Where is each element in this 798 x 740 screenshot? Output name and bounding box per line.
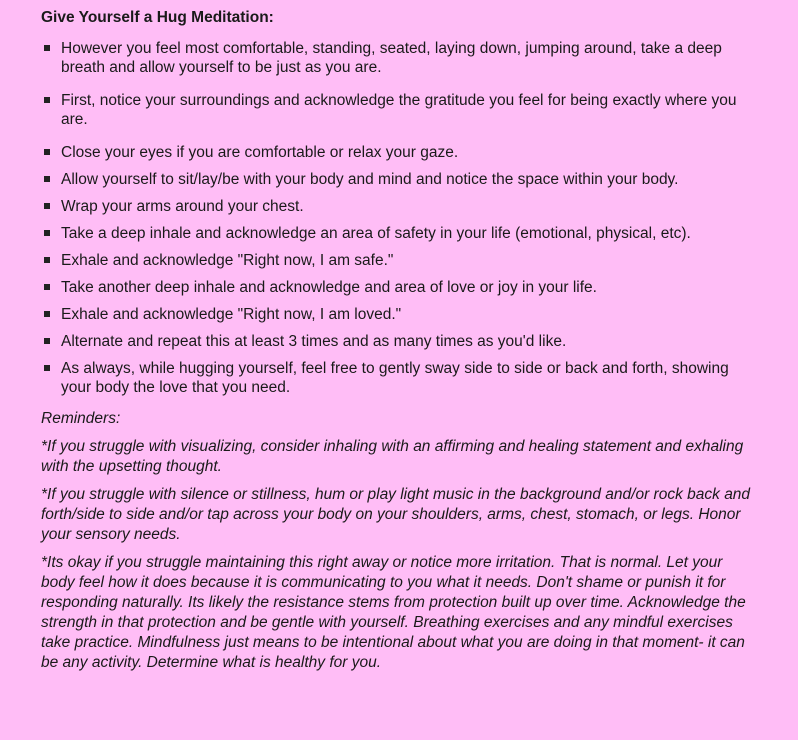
square-bullet-icon [44,257,50,263]
step-text: First, notice your surroundings and acknowledge the gratitude you feel for being exactly where you are. [61,92,737,128]
list-item [41,332,758,351]
step-text: As always, while hugging yourself, feel free to gently sway side to side or back and forth, showing your body the love that you need. [61,360,729,396]
square-bullet-icon [44,45,50,51]
square-bullet-icon [44,284,50,290]
step-text: Exhale and acknowledge "Right now, I am safe." [61,252,394,269]
step-text: Exhale and acknowledge "Right now, I am loved." [61,306,402,323]
list-item [41,224,758,243]
step-text: Allow yourself to sit/lay/be with your body and mind and notice the space within your body. [61,171,679,188]
list-item [41,170,758,189]
list-item [41,143,758,162]
step-text: Alternate and repeat this at least 3 times and as many times as you'd like. [61,333,567,350]
reminder-note: *If you struggle with visualizing, consider inhaling with an affirming and healing statement and exhaling with the upsetting thought. [41,438,744,475]
meditation-steps-list [41,39,758,397]
square-bullet-icon [44,176,50,182]
reminders-section [41,409,758,673]
step-text: Take a deep inhale and acknowledge an area of safety in your life (emotional, physical, etc). [61,225,691,242]
square-bullet-icon [44,365,50,371]
square-bullet-icon [44,311,50,317]
list-item [41,278,758,297]
page-title: Give Yourself a Hug Meditation: [41,9,274,26]
reminders-heading: Reminders: [41,410,121,427]
list-item [41,197,758,216]
reminder-note: *If you struggle with silence or stillness, hum or play light music in the background and/or rock back and forth/side to side and/or tap across your body on your shoulders, arms, chest, stomach, or legs. Honor your sensory needs. [41,486,751,543]
list-item [41,305,758,324]
step-text: However you feel most comfortable, standing, seated, laying down, jumping around, take a deep breath and allow yourself to be just as you are. [61,40,722,76]
list-item [41,251,758,270]
reminder-note: *Its okay if you struggle maintaining this right away or notice more irritation. That is normal. Let your body feel how it does because it is communicating to you what it needs. Don't shame or punish it for responding naturally. Its likely the resistance stems from protection built up over time. Acknowledge the strength in that protection and be gentle with yourself. Breathing exercises and any mindful exercises take practice. Mindfulness just means to be intentional about what you are doing in that moment- it can be any activity. Determine what is healthy for you. [41,554,746,671]
square-bullet-icon [44,149,50,155]
square-bullet-icon [44,230,50,236]
list-item [41,91,758,129]
list-item [41,39,758,77]
list-item [41,359,758,397]
square-bullet-icon [44,338,50,344]
step-text: Wrap your arms around your chest. [61,198,304,215]
step-text: Take another deep inhale and acknowledge and area of love or joy in your life. [61,279,597,296]
step-text: Close your eyes if you are comfortable or relax your gaze. [61,144,459,161]
square-bullet-icon [44,97,50,103]
square-bullet-icon [44,203,50,209]
